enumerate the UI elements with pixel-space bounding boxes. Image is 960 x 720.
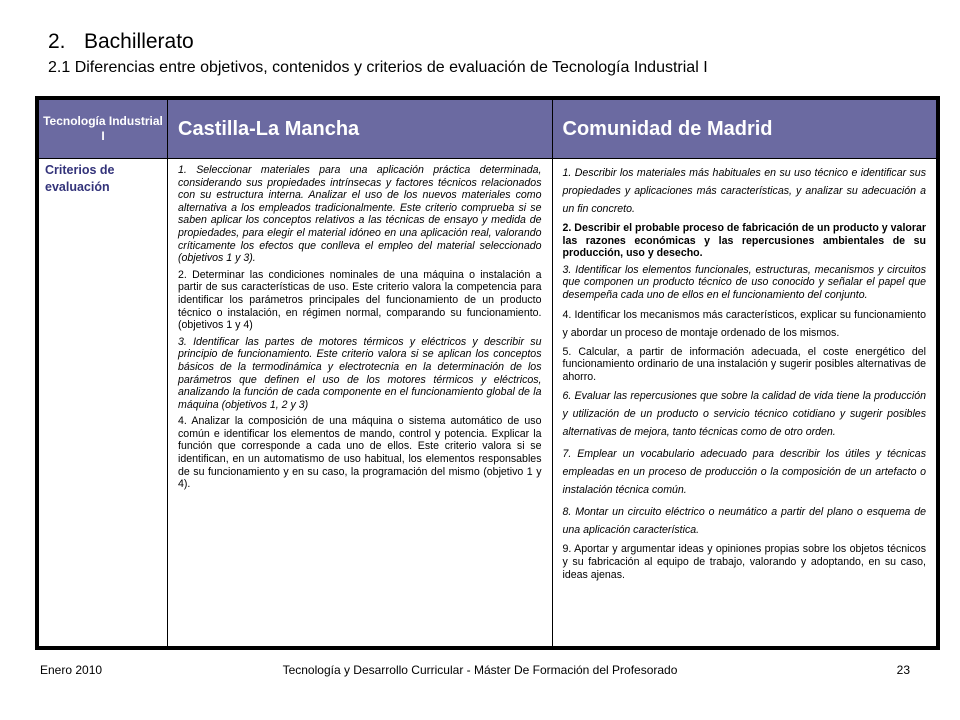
madrid-criterion-8: 8. Montar un circuito eléctrico o neumático a partir del plano o esquema de una aplicación característica. [562, 506, 926, 537]
section-title-text: Bachillerato [84, 30, 194, 53]
header-castilla-la-mancha: Castilla-La Mancha [168, 100, 553, 159]
section-title [48, 30, 708, 54]
footer-page-number: 23 [896, 663, 910, 677]
clm-criterion-1: 1. Seleccionar materiales para una aplicación práctica determinada, considerando sus propiedades intrínsecas y factores técnicos relacionados con su estructura interna. Analizar el uso de los nuevos materiales como alternativa a los empleados tradicionalmente. Este criterio comprueba si se saben aplicar los conceptos relativos a las técnicas de ensayo y medida de propiedades, para elegir el material idóneo en una aplicación real, valorando críticamente los efectos que conlleva el empleo del material seleccionado (objetivos 1 y 3). [178, 164, 542, 265]
row-label: Criterios de evaluación [39, 159, 168, 647]
madrid-criterion-5: 5. Calcular, a partir de información adecuada, el coste energético del funcionamiento ordinario de una instalación y sugerir posibles alternativas de ahorro. [562, 345, 926, 383]
header-subject: Tecnología Industrial I [39, 100, 168, 159]
header-comunidad-de-madrid: Comunidad de Madrid [552, 100, 937, 159]
clm-criterion-2: 2. Determinar las condiciones nominales de una máquina o instalación a partir de sus características de uso. Este criterio valora la competencia para identificar los parámetros principales del funcionamiento de un producto técnico o instalación, en régimen normal, comparando su funcionamiento. (objetivos 1 y 4) [178, 268, 542, 332]
madrid-criterion-4: 4. Identificar los mecanismos más característicos, explicar su funcionamiento y abordar un proceso de montaje ordenado de los mismos. [562, 308, 926, 339]
madrid-criterion-6: 6. Evaluar las repercusiones que sobre la calidad de vida tiene la producción y utilización de un producto o servicio técnico cotidiano y sugerir posibles alternativas de mejora, tanto técnicas como de otro orden. [562, 390, 926, 439]
footer-date: Enero 2010 [40, 663, 103, 677]
clm-criterion-3: 3. Identificar las partes de motores térmicos y eléctricos y describir su principio de funcionamiento. Este criterio valora si se aplican los conceptos básicos de la termodinámica y electrotecnia en la determinación de los parámetros que definen el uso de los motores térmicos y eléctricos, analizando la función de cada componente en el funcionamiento global de la máquina (objetivos 1, 2 y 3) [178, 335, 542, 411]
section-subtitle: 2.1 Diferencias entre objetivos, contenidos y criterios de evaluación de Tecnología Industrial I [48, 59, 708, 76]
section-number: 2. [48, 30, 66, 53]
madrid-criterion-9: 9. Aportar y argumentar ideas y opiniones propias sobre los objetos técnicos y su fabricación al equipo de trabajo, valorando y adoptando, en su caso, ideas ajenas. [562, 543, 926, 581]
madrid-criterion-7: 7. Emplear un vocabulario adecuado para describir los útiles y técnicas empleadas en un proceso de producción o la composición de un artefacto o instalación técnica común. [562, 448, 926, 497]
table-row [39, 159, 937, 647]
madrid-criterion-3: 3. Identificar los elementos funcionales, estructuras, mecanismos y circuitos que componen un producto técnico de uso conocido y señalar el papel que desempeña cada uno de ellos en el funcionamiento del conjunto. [562, 263, 926, 301]
table-header-row [39, 100, 937, 159]
criteria-table [35, 96, 940, 650]
madrid-criteria-cell [552, 159, 937, 647]
clm-criteria-cell [168, 159, 553, 647]
footer-course: Tecnología y Desarrollo Curricular - Máster De Formación del Profesorado [282, 663, 678, 677]
madrid-criterion-2: 2. Describir el probable proceso de fabricación de un producto y valorar las razones económicas y las repercusiones ambientales de su producción, uso y desecho. [562, 222, 926, 260]
madrid-criterion-1: 1. Describir los materiales más habituales en su uso técnico e identificar sus propiedades y aplicaciones más características, y analizar su adecuación a un fin concreto. [562, 167, 926, 215]
slide-heading [48, 30, 708, 78]
clm-criterion-4: 4. Analizar la composición de una máquina o sistema automático de uso común e identificar los elementos de mando, control y potencia. Explicar la función que corresponde a cada uno de ellos. Este criterio valora si se identifican, en un automatismo de uso habitual, los elementos responsables de su funcionamiento y en su caso, la programación del mismo (objetivo 1 y 4). [178, 415, 542, 491]
